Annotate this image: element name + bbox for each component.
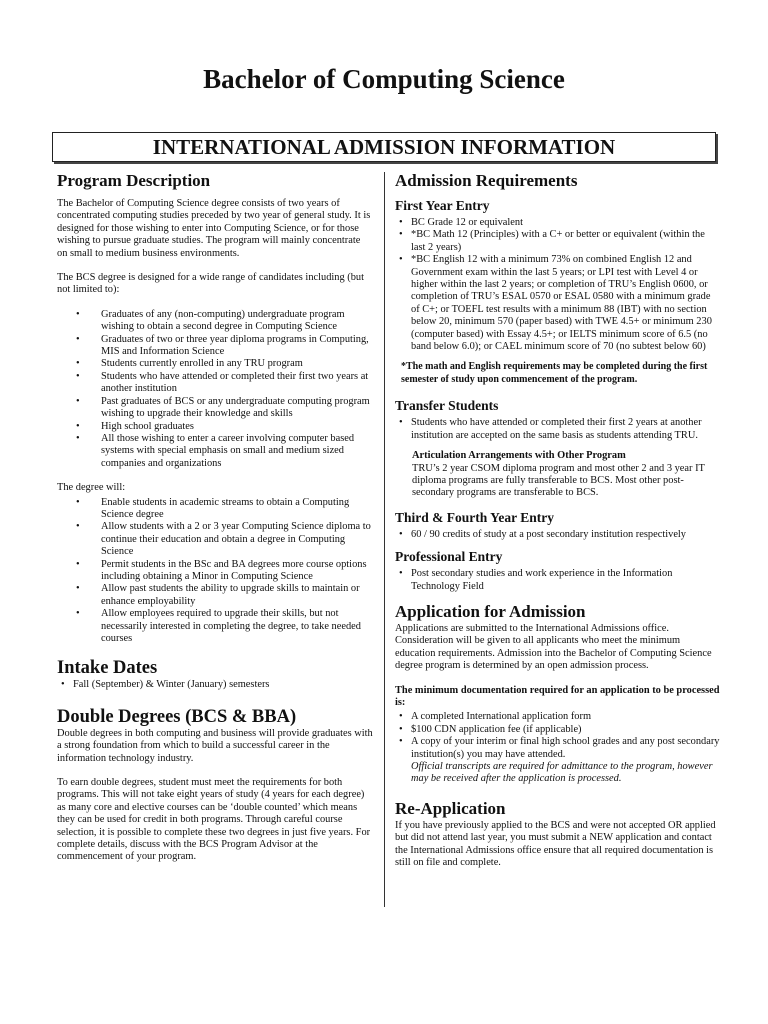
candidates-list bbox=[57, 309, 373, 470]
list-item: • Graduates of two or three year diploma programs in Computing, MIS and Information Science bbox=[57, 334, 373, 359]
list-item: • Students who have attended or completed their first two years at another institution bbox=[57, 371, 373, 396]
list-item: • Allow employees required to upgrade their skills, but not necessarily interested in completing the degree, to take needed courses bbox=[57, 608, 373, 645]
list-item: • High school graduates bbox=[57, 421, 373, 433]
list-item: • *BC English 12 with a minimum 73% on combined English 12 and Government exam within the last 5 years; or LPI test with Level 4 or higher within the last 2 years; or completion of TRU’s English 0600, or completion of TRU’s ESAL 0570 or ESAL 0580 with a minimum grade of C+; or TOEFL test results with a minimum 88 (IBT) with no section below 20, minimum 570 (paper based) with TWE 4.5+ or minimum 230 (computer based) with Essay 4.5+; or IELTS minimum score of 6.5 (no band below 6.0); or CAEL minimum score of 70 (no subtest below 60) bbox=[395, 254, 721, 353]
first-year-list bbox=[395, 217, 721, 353]
transcripts-note: Official transcripts are required for admittance to the program, however may be received after the application is processed. bbox=[411, 761, 713, 785]
list-item: • Students currently enrolled in any TRU program bbox=[57, 358, 373, 370]
reapplication-heading: Re-Application bbox=[395, 798, 506, 818]
application-heading: Application for Admission bbox=[395, 601, 586, 621]
document-title: Bachelor of Computing Science bbox=[203, 64, 565, 94]
list-item: • Allow students with a 2 or 3 year Computing Science diploma to continue their education and obtain a degree in Computing Science bbox=[57, 521, 373, 558]
articulation-heading: Articulation Arrangements with Other Program bbox=[412, 450, 626, 462]
section-banner: INTERNATIONAL ADMISSION INFORMATION bbox=[52, 132, 716, 162]
documentation-heading: The minimum documentation required for an application to be processed is: bbox=[395, 684, 720, 708]
degree-will-intro: The degree will: bbox=[57, 482, 126, 494]
list-item bbox=[395, 736, 721, 786]
third-fourth-list bbox=[395, 529, 721, 541]
left-column bbox=[57, 170, 373, 876]
list-item: • *BC Math 12 (Principles) with a C+ or better or equivalent (within the last 2 years) bbox=[395, 229, 721, 254]
program-description-para: The Bachelor of Computing Science degree consists of two years of concentrated computing studies preceded by two year of general study. It is designed for those wishing to enter into Computing Science, or for those wishing to pursue graduate studies. The program will mainly concentrate on small to medium business environments. bbox=[57, 198, 371, 259]
admission-requirements-heading: Admission Requirements bbox=[395, 171, 578, 190]
double-degrees-details: To earn double degrees, student must meet the requirements for both programs. This will not take eight years of study (4 years for each degree) as many core and elective courses can be ‘double counted’ which means they can be used for credit in both programs. Through careful course selection, it is possible to complete these two degrees in just five years. For complete details, discuss with the BCS Program Advisor at the commencement of your program. bbox=[57, 777, 371, 863]
reapplication-para: If you have previously applied to the BCS and were not accepted OR applied but did not attend last year, you must submit a NEW application and contact the International Admissions office ensure that all required documentation is still on file and complete. bbox=[395, 819, 716, 869]
double-degrees-para: Double degrees in both computing and business will provide graduates with a strong foundation from which to build a successful career in the information technology industry. bbox=[57, 727, 373, 764]
list-item: • All those wishing to enter a career involving computer based systems with special emphasis on small and medium sized companies and organizations bbox=[57, 433, 373, 470]
double-degrees-heading: Double Degrees (BCS & BBA) bbox=[57, 706, 297, 727]
degree-will-list bbox=[57, 497, 373, 646]
list-item: • Enable students in academic streams to obtain a Computing Science degree bbox=[57, 497, 373, 522]
list-item: • Permit students in the BSc and BA degrees more course options including obtaining a Minor in Computing Science bbox=[57, 559, 373, 584]
copy-of-grades-text: A copy of your interim or final high school grades and any post secondary institution(s) you may have attended. bbox=[411, 736, 720, 760]
articulation-text: TRU’s 2 year CSOM diploma program and most other 2 and 3 year IT diploma programs are fully transferable to BCS. Most other post-secondary programs are transferable to BCS. bbox=[412, 462, 705, 499]
transfer-students-heading: Transfer Students bbox=[395, 398, 499, 414]
application-para: Applications are submitted to the International Admissions office. Consideration will be given to all applicants who meet the minimum education requirements. Admission into the Bachelor of Computing Science degree program is determined by an open admission process. bbox=[395, 622, 712, 672]
intake-dates-list bbox=[57, 679, 373, 691]
requirements-note: *The math and English requirements may be completed during the first semester of study upon commencement of the program. bbox=[401, 361, 708, 385]
documentation-list bbox=[395, 711, 721, 785]
first-year-entry-heading: First Year Entry bbox=[395, 198, 490, 213]
list-item: • Graduates of any (non-computing) undergraduate program wishing to obtain a second degree in Computing Science bbox=[57, 309, 373, 334]
column-divider bbox=[384, 172, 385, 907]
list-item: • Post secondary studies and work experience in the Information Technology Field bbox=[395, 568, 721, 593]
list-item: • $100 CDN application fee (if applicable) bbox=[395, 724, 721, 736]
professional-list bbox=[395, 568, 721, 593]
candidates-intro: The BCS degree is designed for a wide range of candidates including (but not limited to): bbox=[57, 272, 365, 296]
right-column bbox=[395, 170, 721, 881]
transfer-list bbox=[395, 417, 721, 442]
third-fourth-year-heading: Third & Fourth Year Entry bbox=[395, 509, 555, 525]
intake-dates-heading: Intake Dates bbox=[57, 658, 158, 679]
list-item: • Fall (September) & Winter (January) semesters bbox=[57, 679, 373, 691]
list-item: • 60 / 90 credits of study at a post secondary institution respectively bbox=[395, 529, 721, 541]
list-item: • Allow past students the ability to upgrade skills to maintain or enhance employability bbox=[57, 583, 373, 608]
list-item: • BC Grade 12 or equivalent bbox=[395, 217, 721, 229]
list-item: • A completed International application form bbox=[395, 711, 721, 723]
program-description-heading: Program Description bbox=[57, 171, 211, 190]
list-item: • Past graduates of BCS or any undergraduate computing program wishing to upgrade their knowledge and skills bbox=[57, 396, 373, 421]
list-item: • Students who have attended or completed their first 2 years at another institution are accepted on the same basis as students attending TRU. bbox=[395, 417, 721, 442]
professional-entry-heading: Professional Entry bbox=[395, 549, 503, 565]
